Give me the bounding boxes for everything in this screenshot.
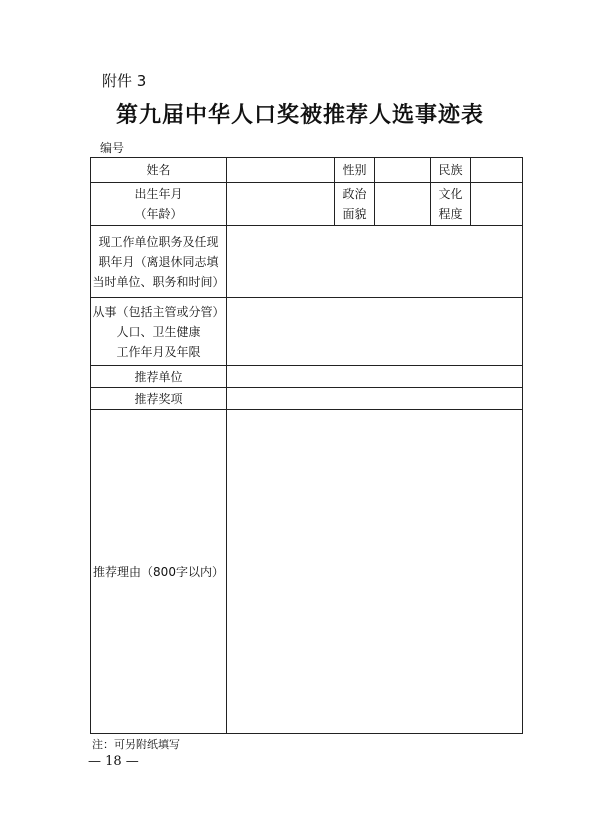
population-work-label-line: 从事（包括主管或分管） bbox=[92, 304, 225, 319]
name-label: 姓名 bbox=[91, 158, 227, 183]
population-work-field[interactable] bbox=[227, 298, 523, 366]
education-label-line: 程度 bbox=[438, 207, 463, 221]
political-status-label-line: 面貌 bbox=[342, 207, 367, 221]
education-field[interactable] bbox=[471, 183, 523, 226]
table-row bbox=[91, 158, 523, 183]
gender-field[interactable] bbox=[375, 158, 431, 183]
nomination-form-table bbox=[90, 157, 523, 734]
table-row bbox=[91, 410, 523, 734]
gender-label: 性别 bbox=[335, 158, 375, 183]
recommended-award-field[interactable] bbox=[227, 388, 523, 410]
recommending-unit-field[interactable] bbox=[227, 366, 523, 388]
population-work-label bbox=[91, 298, 227, 366]
education-label-line: 文化 bbox=[438, 187, 463, 201]
attachment-label: 附件 3 bbox=[102, 72, 147, 90]
recommended-award-label: 推荐奖项 bbox=[91, 388, 227, 410]
table-row bbox=[91, 183, 523, 226]
birth-date-label-line: （年龄） bbox=[134, 207, 183, 221]
population-work-label-line: 工作年月及年限 bbox=[116, 344, 201, 359]
political-status-label bbox=[335, 183, 375, 226]
table-row bbox=[91, 388, 523, 410]
current-work-label-line: 职年月（离退休同志填 bbox=[98, 254, 219, 269]
current-work-label bbox=[91, 226, 227, 298]
ethnicity-field[interactable] bbox=[471, 158, 523, 183]
political-status-label-line: 政治 bbox=[342, 187, 367, 201]
education-label bbox=[431, 183, 471, 226]
birth-date-label-line: 出生年月 bbox=[134, 187, 183, 201]
serial-number-label: 编号 bbox=[100, 141, 125, 155]
name-field[interactable] bbox=[227, 158, 335, 183]
table-row bbox=[91, 366, 523, 388]
ethnicity-label: 民族 bbox=[431, 158, 471, 183]
current-work-label-line: 当时单位、职务和时间） bbox=[92, 274, 225, 289]
birth-date-label bbox=[91, 183, 227, 226]
recommendation-reason-field[interactable] bbox=[227, 410, 523, 734]
population-work-label-line: 人口、卫生健康 bbox=[116, 324, 201, 339]
page-number: — 18 — bbox=[88, 754, 139, 769]
current-work-field[interactable] bbox=[227, 226, 523, 298]
page-title: 第九届中华人口奖被推荐人选事迹表 bbox=[115, 102, 484, 128]
political-status-field[interactable] bbox=[375, 183, 431, 226]
birth-date-field[interactable] bbox=[227, 183, 335, 226]
footnote: 注：可另附纸填写 bbox=[92, 738, 180, 751]
current-work-label-line: 现工作单位职务及任现 bbox=[98, 234, 219, 249]
recommendation-reason-label: 推荐理由（800字以内） bbox=[91, 410, 227, 734]
table-row bbox=[91, 298, 523, 366]
table-row bbox=[91, 226, 523, 298]
recommending-unit-label: 推荐单位 bbox=[91, 366, 227, 388]
